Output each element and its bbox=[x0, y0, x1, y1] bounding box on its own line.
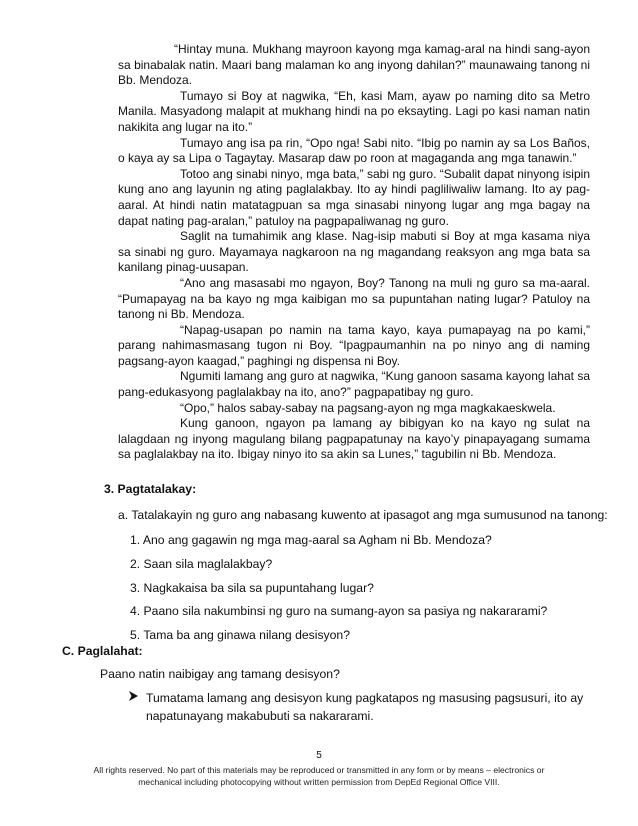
section-c-heading: C. Paglalahat: bbox=[62, 644, 143, 658]
story-paragraph: “Hintay muna. Mukhang mayroon kayong mga kamag-aral na hindi sang-ayon sa binabalak natin. Maari bang malaman ko ang inyong dahilan?” maunawaing tanong ni Bb. Mendoza. bbox=[118, 42, 590, 88]
story-paragraph: “Napag-usapan po namin na tama kayo, kaya pumapayag na po kami,” parang nahimasmasang tugon ni Boy. “Ipagpaumanhin na po ninyo ang di naming pagsang-ayon kaagad,” paghingi ng dispensa ni Boy. bbox=[118, 322, 590, 368]
story-paragraph: Kung ganoon, ngayon pa lamang ay bibigyan ko na kayo ng sulat na lalagdaan ng inyong magulang bilang pagpapatunay na kayo’y pinapayagang sumama sa paglalakbay na ito. Ibigay ninyo ito sa akin sa Lunes,” tagubilin ni Bb. Mendoza. bbox=[118, 416, 590, 462]
generalization-question: Paano natin naibigay ang tamang desisyon? bbox=[100, 667, 340, 681]
generalization-bullet: Tumatama lamang ang desisyon kung pagkatapos ng masusing pagsusuri, ito ay napatunayang makabubuti sa nakararami. bbox=[146, 691, 584, 723]
footer-line: All rights reserved. No part of this materials may be reproduced or transmitted in any form or by means – electronics or bbox=[93, 765, 545, 775]
question-item: 3. Nagkakaisa ba sila sa pupuntahang lugar? bbox=[130, 581, 374, 595]
story-paragraph: Ngumiti lamang ang guro at nagwika, “Kung ganoon sasama kayong lahat sa pang-edukasyong paglalakbay na ito, ano?” pagpapatibay ng guro. bbox=[118, 369, 590, 400]
question-item: 2. Saan sila maglalakbay? bbox=[130, 557, 273, 571]
discussion-instruction: a. Tatalakayin ng guro ang nabasang kuwento at ipasagot ang mga sumusunod na tanong: bbox=[118, 508, 608, 522]
question-item: 5. Tama ba ang ginawa nilang desisyon? bbox=[130, 628, 350, 642]
story-paragraph: Totoo ang sinabi ninyo, mga bata,” sabi ng guro. “Subalit dapat ninyong isipin kung ano ang layunin ng ating paglalakbay. Ito ay hindi pagliliwaliw lamang. Ito ay pag-aaral. At hindi natin matatagpuan sa mga sinasabi ninyong lugar ang mga bagay na dapat nating pag-aralan,” patuloy na pagpapaliwanag ng guro. bbox=[118, 166, 590, 228]
story-text bbox=[118, 42, 590, 463]
section-3-heading: 3. Pagtatalakay: bbox=[104, 482, 197, 496]
story-paragraph: Tumayo ang isa pa rin, “Opo nga! Sabi nito. “Ibig po namin ay sa Los Baños, o kaya ay sa Lipa o Tagaytay. Masarap daw po roon at magaganda ang mga tanawin.” bbox=[118, 135, 590, 166]
story-paragraph: Saglit na tumahimik ang klase. Nag-isip mabuti si Boy at mga kasama niya sa sinabi ng guro. Mayamaya nagkaroon na ng magandang reaksyon ang mga bata sa kanilang pinag-uusapan. bbox=[118, 229, 590, 275]
story-paragraph: “Opo,” halos sabay-sabay na pagsang-ayon ng mga magkakaeskwela. bbox=[180, 400, 556, 415]
arrow-bullet-icon bbox=[128, 690, 139, 705]
story-paragraph: Tumayo si Boy at nagwika, “Eh, kasi Mam, ayaw po naming dito sa Metro Manila. Masyadong malapit at mukhang hindi na po eksayting. Lagi po kasi naman natin nakikita ang lugar na ito.” bbox=[118, 88, 590, 134]
question-item: 1. Ano ang gagawin ng mga mag-aaral sa Agham ni Bb. Mendoza? bbox=[130, 533, 492, 547]
copyright-footer bbox=[40, 764, 598, 788]
page-number: 5 bbox=[316, 750, 322, 761]
story-paragraph: “Ano ang masasabi mo ngayon, Boy? Tanong na muli ng guro sa ma-aaral. “Pumapayag na ba kayo ng mga kaibigan mo sa pupuntahan nating lugar? Patuloy na tanong ni Bb. Mendoza. bbox=[118, 275, 590, 322]
question-item: 4. Paano sila nakumbinsi ng guro na sumang-ayon sa pasiya ng nakararami? bbox=[130, 604, 548, 618]
footer-line: mechanical including photocopying without written permission from DepEd Regional Office VIII. bbox=[138, 777, 500, 787]
